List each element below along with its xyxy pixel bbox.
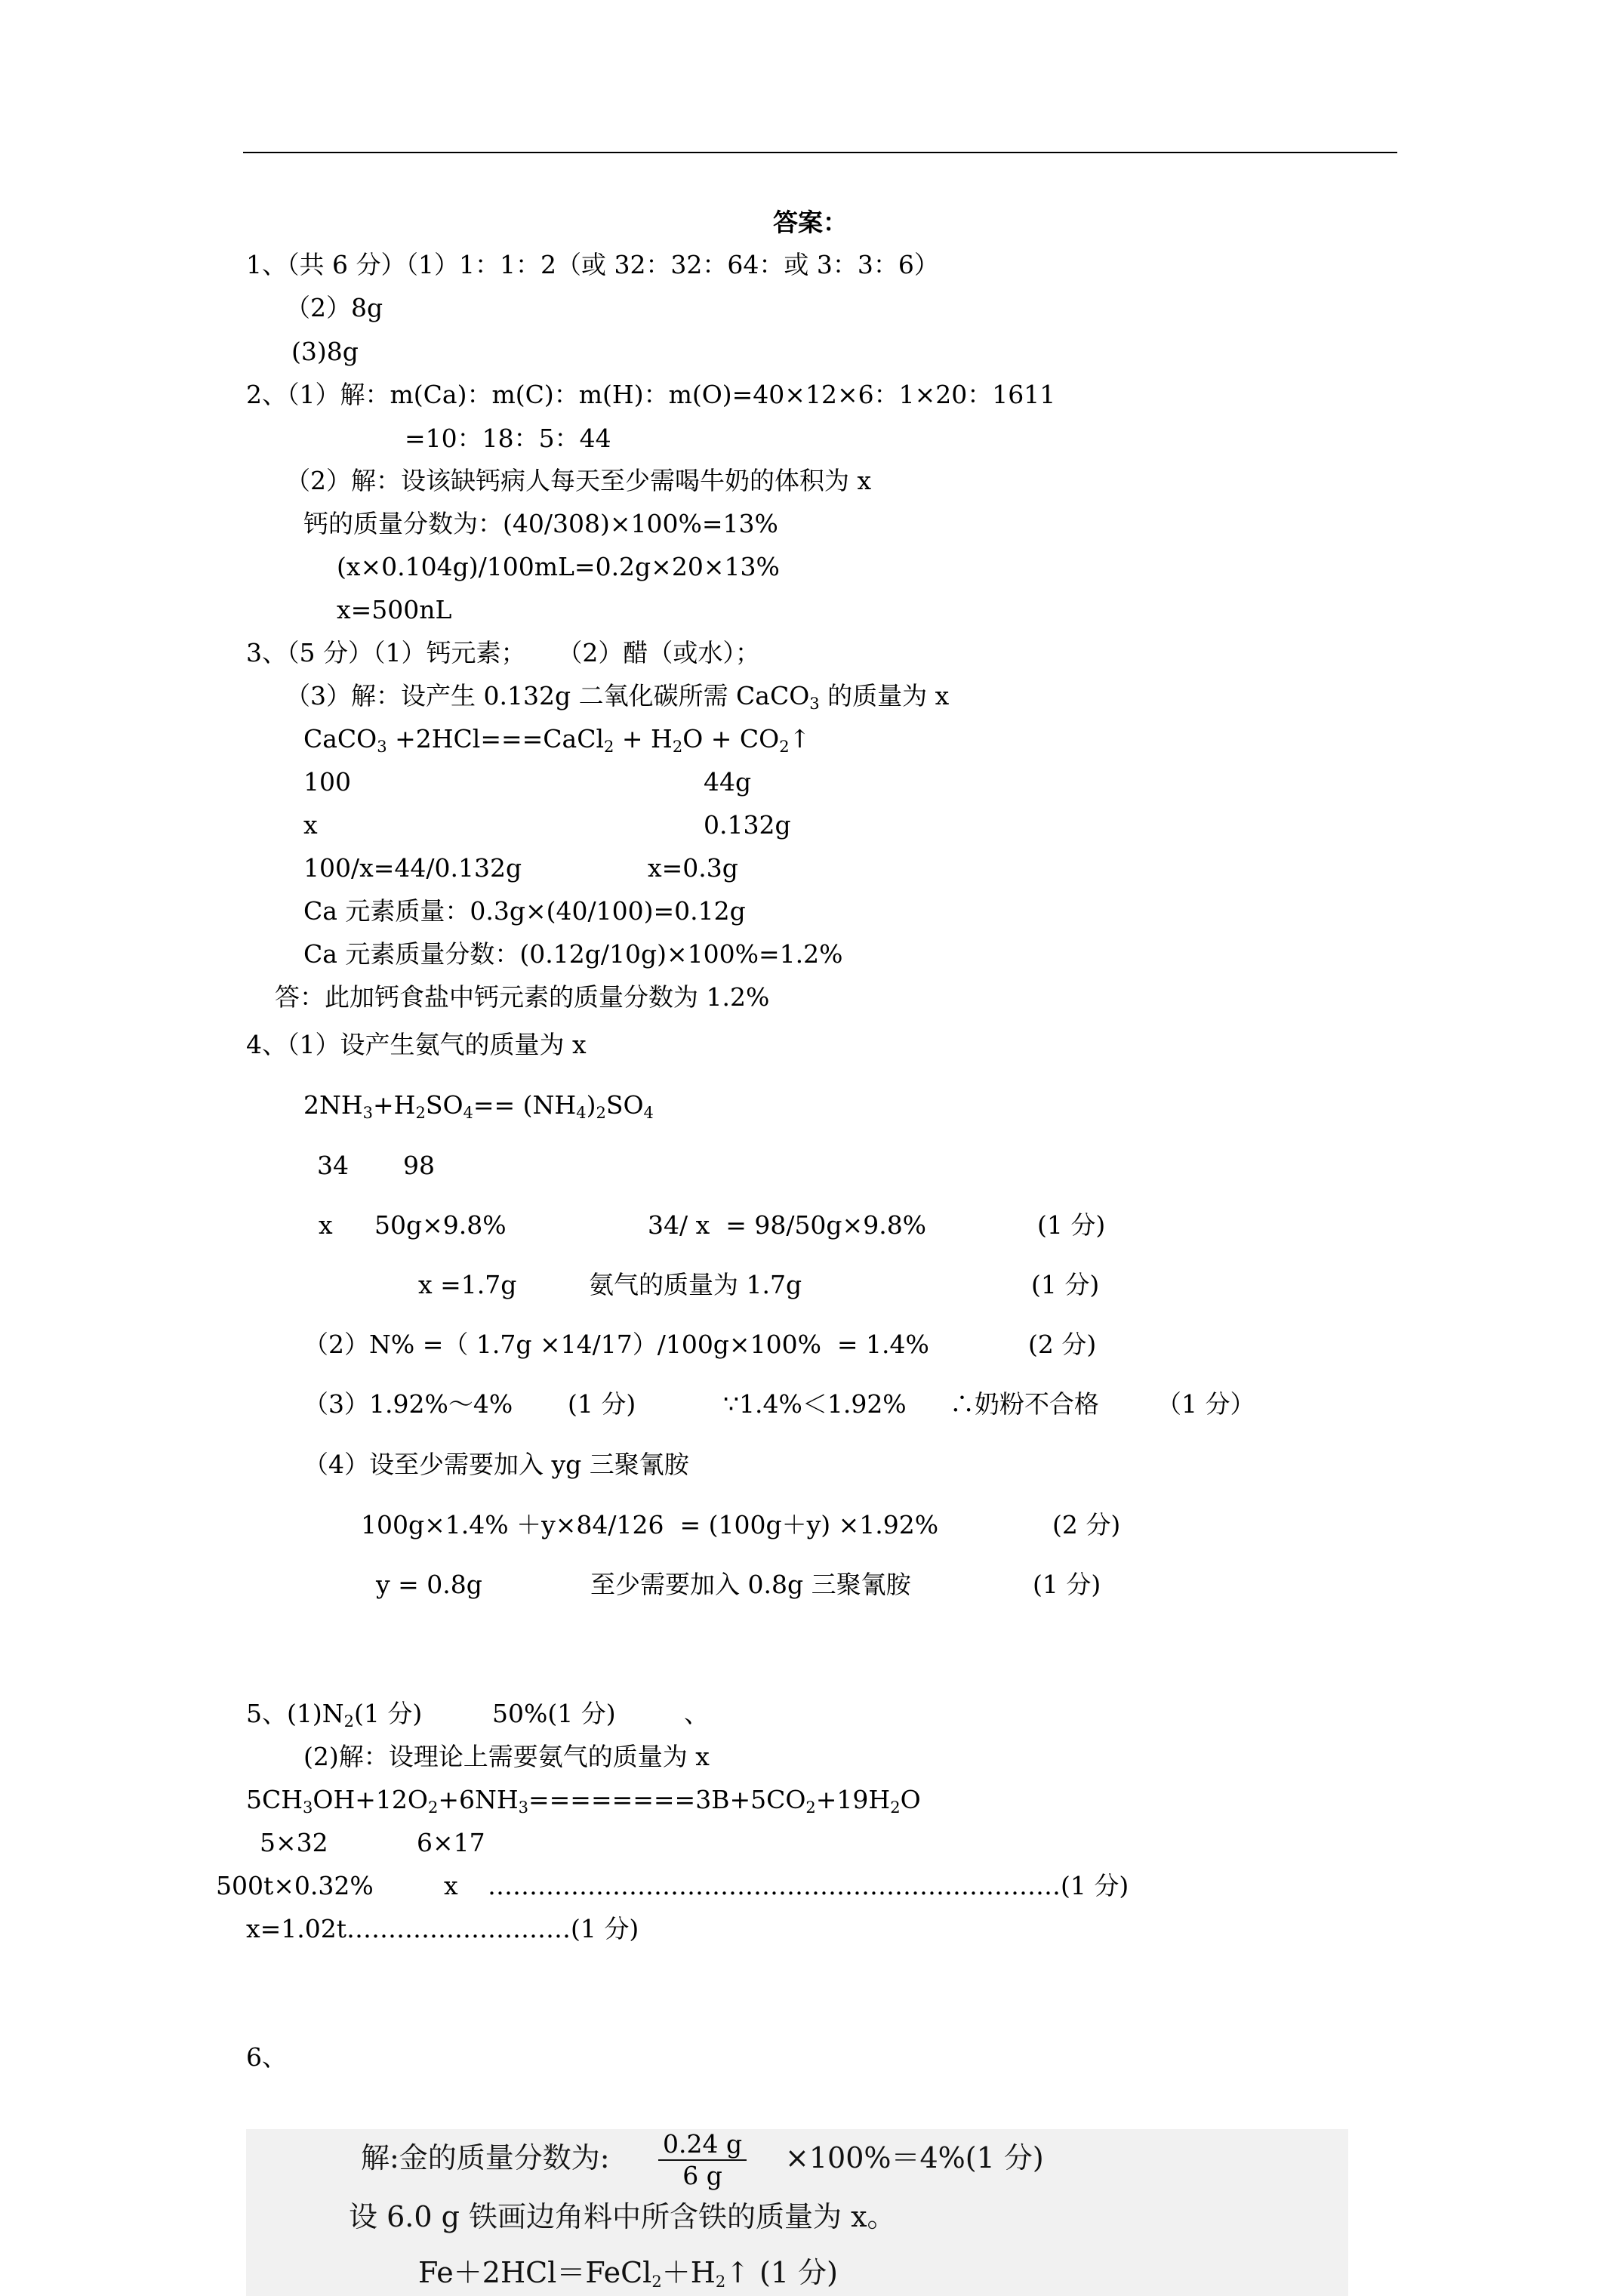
q3-row-3-left: 100/x=44/0.132g xyxy=(303,853,522,883)
q5-row-2a: 500t×0.32% xyxy=(216,1871,374,1900)
q5-line-1d: 、 xyxy=(684,1699,709,1728)
q5-line-1: 5、$(1)N_2(1$ 分) xyxy=(246,1699,423,1730)
q3-row-1-right: 44g xyxy=(704,767,752,797)
q2-line-3: （2）解：设该缺钙病人每天至少需喝牛奶的体积为 x xyxy=(285,466,872,495)
q4-line-2-score: (2 分) xyxy=(1028,1330,1097,1359)
q2-line-6: x=500nL xyxy=(337,595,452,624)
q4-line-5-score: (2 分) xyxy=(1052,1510,1121,1539)
q4-line-4: （4）设至少需要加入 yg 三聚氰胺 xyxy=(303,1450,689,1479)
q4-line-6a: y = 0.8g xyxy=(376,1570,482,1599)
q5-line-1c: 50%(1 分) xyxy=(492,1699,616,1728)
q4-line-3b: (1 分) xyxy=(568,1389,636,1419)
q2-line-1: 2、（1）解：m(Ca)：m(C)：m(H)：m(O)=40×12×6：1×20：1611 xyxy=(246,380,1056,409)
q4-row-1b: 98 xyxy=(403,1151,435,1180)
q4-line-6c: (1 分) xyxy=(1033,1570,1101,1599)
q4-row-3b: 氨气的质量为 1.7g xyxy=(589,1270,802,1299)
q3-row-2-left: x xyxy=(303,810,318,840)
q3-row-3-right: x=0.3g xyxy=(648,853,738,883)
q3-answer: 答：此加钙食盐中钙元素的质量分数为 1.2% xyxy=(275,982,770,1012)
q4-line-3d: ∴奶粉不合格 xyxy=(950,1389,1099,1419)
q6-line-3-score: (1 分) xyxy=(759,2256,838,2289)
q5-row-3: x=1.02t………………………(1 分) xyxy=(246,1914,639,1943)
q4-row-2b: 50g×9.8% xyxy=(374,1210,507,1240)
q6-line-1a: 解:金的质量分数为: xyxy=(361,2141,610,2174)
q4-row-1a: 34 xyxy=(317,1151,349,1180)
q4-row-3a: x =1.7g xyxy=(418,1270,517,1299)
q4-line-1: 4、（1）设产生氨气的质量为 x xyxy=(246,1030,587,1059)
q3-line-1: 3、（5 分）（1）钙元素； （2）醋（或水）； xyxy=(246,638,760,667)
q5-row-2b: x xyxy=(444,1871,458,1900)
q2-line-4: 钙的质量分数为：(40/308)×100%=13% xyxy=(303,509,778,538)
q4-line-3c: ∵1.4%＜1.92% xyxy=(723,1389,907,1419)
q4-line-3e: （1 分） xyxy=(1156,1389,1255,1419)
q6-line-1b: ×100%＝4%(1 分) xyxy=(785,2141,1044,2174)
q6-scanned-solution xyxy=(246,2129,1348,2296)
q6-label: 6、 xyxy=(246,2042,287,2072)
q3-ca-mass: Ca 元素质量：0.3g×(40/100)=0.12g xyxy=(303,896,746,926)
q1-line-3: (3)8g xyxy=(291,337,359,366)
q3-ca-fraction: Ca 元素质量分数：(0.12g/10g)×100%=1.2% xyxy=(303,939,843,969)
q4-row-2c: 34/ x = 98/50g×9.8% xyxy=(648,1210,927,1240)
q3-line-2: （3）解：设产生 0.132g 二氧化碳所需 CaCO$_3$ 的质量为 x xyxy=(285,681,950,713)
header-rule xyxy=(243,152,1397,153)
q2-line-2: =10：18：5：44 xyxy=(405,424,611,453)
q4-line-3a: （3）1.92%～4% xyxy=(303,1389,513,1419)
q4-line-5: 100g×1.4% ＋y×84/126 = (100g＋y) ×1.92% xyxy=(361,1510,939,1539)
q4-equation: $2NH_3+H_2SO_4== (NH_4)_2SO_4$ xyxy=(303,1090,654,1122)
q6-line-3: $Fe+2HCl=FeCl_2+H_2↑$ xyxy=(418,2256,750,2291)
q5-row-2c: ……………………………………………………………(1 分) xyxy=(488,1871,1129,1900)
q4-row-3c: (1 分) xyxy=(1031,1270,1100,1299)
q5-row-1a: 5×32 xyxy=(260,1828,328,1857)
q6-fraction-numerator: 0.24 g xyxy=(658,2129,747,2161)
q6-fraction xyxy=(658,2129,747,2191)
q5-equation: $5CH_3OH+12O_2+6NH_3========3B+5CO_2+19H_2O$ xyxy=(246,1785,921,1817)
q5-row-1b: 6×17 xyxy=(417,1828,485,1857)
q1-line-1: 1、（共 6 分）（1）1：1：2（或 32：32：64：或 3：3：6） xyxy=(246,250,939,279)
q4-line-6b: 至少需要加入 0.8g 三聚氰胺 xyxy=(590,1570,911,1599)
q3-equation: CaCO$_3$ +2HCl===CaCl$_2$ + $H_2O$ + $CO_2↑$ xyxy=(303,724,811,756)
q3-row-2-right: 0.132g xyxy=(704,810,791,840)
q5-line-2: (2)解：设理论上需要氨气的质量为 x xyxy=(303,1742,710,1771)
q6-fraction-denominator: 6 g xyxy=(682,2161,722,2190)
q6-line-2: 设 6.0 g 铁画边角料中所含铁的质量为 x。 xyxy=(349,2200,896,2233)
q4-line-2: （2）N% =（ 1.7g ×14/17）/100g×100% = 1.4% xyxy=(303,1330,929,1359)
page-title: 答案： xyxy=(773,208,848,237)
q4-row-2d: (1 分) xyxy=(1037,1210,1106,1240)
q4-row-2a: x xyxy=(319,1210,333,1240)
q1-line-2: （2）8g xyxy=(285,293,383,322)
q2-line-5: (x×0.104g)/100mL=0.2g×20×13% xyxy=(337,552,780,581)
q3-row-1-left: 100 xyxy=(303,767,351,797)
